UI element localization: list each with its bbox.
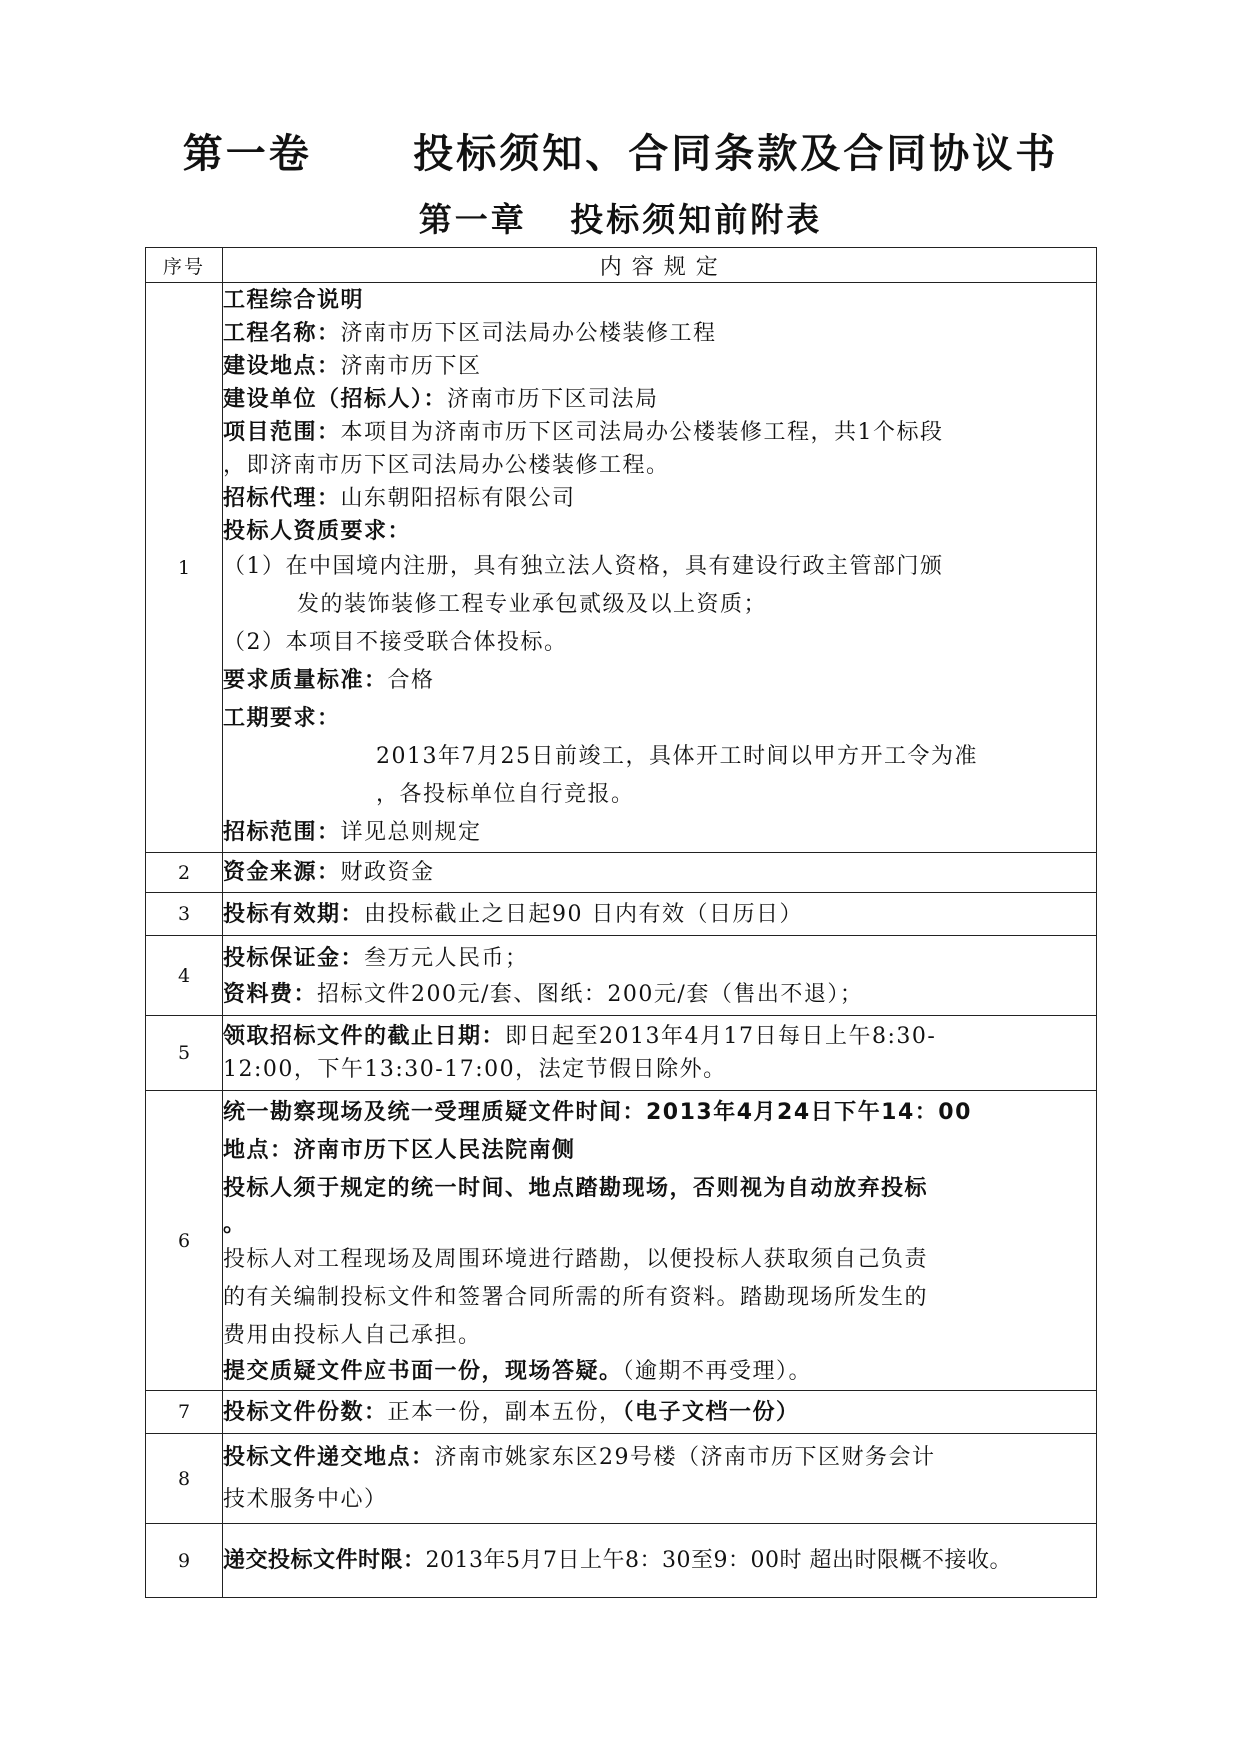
content-line: 投标人对工程现场及周围环境进行踏勘，以便投标人获取须自己负责 (223, 1246, 929, 1272)
content-line: 投标文件份数：正本一份，副本五份，（电子文档一份） (223, 1399, 800, 1425)
content-line: 的有关编制投标文件和签署合同所需的所有资料。踏勘现场所发生的 (223, 1284, 929, 1310)
content-line: 投标文件递交地点：济南市姚家东区29号楼（济南市历下区财务会计 (223, 1444, 936, 1470)
table-row (146, 1391, 1097, 1434)
content-line: 建设地点：济南市历下区 (223, 353, 482, 379)
table-header-row (146, 248, 1097, 283)
content-line: 资料费：招标文件200元/套、图纸：200元/套（售出不退）； (223, 982, 864, 1007)
row-number: 5 (146, 1016, 223, 1091)
header-content: 内 容 规 定 (223, 248, 1097, 283)
content-line: 地点：济南市历下区人民法院南侧 (223, 1137, 576, 1163)
content-line: 技术服务中心） (223, 1486, 388, 1512)
content-line: 2013年7月25日前竣工，具体开工时间以甲方开工令为准 (376, 743, 978, 769)
row-content (223, 1016, 1097, 1091)
content-line: 招标代理：山东朝阳招标有限公司 (223, 485, 576, 511)
table-row (146, 936, 1097, 1016)
content-line: 递交投标文件时限：2013年5月7日上午8：30至9：00时 超出时限概不接收。 (223, 1548, 1012, 1573)
header-num: 序号 (146, 248, 223, 283)
table-row (146, 1091, 1097, 1391)
content-line: （2）本项目不接受联合体投标。 (223, 629, 568, 655)
row-content (223, 283, 1097, 853)
content-line: 投标保证金：叁万元人民币； (223, 946, 529, 971)
row-content (223, 853, 1097, 893)
content-line: 工程名称：济南市历下区司法局办公楼装修工程 (223, 320, 717, 346)
row-content (223, 893, 1097, 936)
row-number: 2 (146, 853, 223, 893)
volume-title: 第一卷 投标须知、合同条款及合同协议书 (182, 131, 1059, 177)
table-row (146, 1434, 1097, 1524)
bid-instructions-table (145, 247, 1097, 1598)
row-number: 6 (146, 1091, 223, 1391)
content-line: ，各投标单位自行竞报。 (376, 781, 635, 807)
content-line: 资金来源：财政资金 (223, 860, 435, 885)
content-line: 要求质量标准：合格 (223, 667, 435, 693)
row-content (223, 1091, 1097, 1391)
content-line: 12:00，下午13:30-17:00，法定节假日除外。 (223, 1057, 727, 1082)
content-line: 提交质疑文件应书面一份，现场答疑。（逾期不再受理）。 (223, 1358, 813, 1384)
row-number: 3 (146, 893, 223, 936)
content-line: 建设单位（招标人）：济南市历下区司法局 (223, 386, 659, 412)
row-content (223, 1391, 1097, 1434)
table-row (146, 853, 1097, 893)
content-line: 领取招标文件的截止日期：即日起至2013年4月17日每日上午8:30- (223, 1024, 937, 1049)
content-line: 工期要求： (223, 705, 341, 731)
row-number: 8 (146, 1434, 223, 1524)
row-number: 7 (146, 1391, 223, 1434)
table-row (146, 283, 1097, 853)
row-content (223, 936, 1097, 1016)
content-line: 项目范围：本项目为济南市历下区司法局办公楼装修工程，共1个标段 (223, 419, 944, 445)
row-number: 4 (146, 936, 223, 1016)
table-row (146, 893, 1097, 936)
content-line: （1）在中国境内注册，具有独立法人资格，具有建设行政主管部门颁 (223, 553, 944, 579)
row-content (223, 1524, 1097, 1598)
content-line: 招标范围：详见总则规定 (223, 819, 482, 845)
content-line: 工程综合说明 (223, 287, 365, 313)
content-line: 投标人资质要求： (223, 518, 412, 544)
row-number: 9 (146, 1524, 223, 1598)
content-line: 。 (223, 1211, 247, 1237)
table-row (146, 1016, 1097, 1091)
row-content (223, 1434, 1097, 1524)
chapter-title: 第一章 投标须知前附表 (418, 200, 823, 239)
table-row (146, 1524, 1097, 1598)
content-line: 费用由投标人自己承担。 (223, 1322, 482, 1348)
content-line: 发的装饰装修工程专业承包贰级及以上资质； (297, 591, 768, 617)
row-number: 1 (146, 283, 223, 853)
content-line: ，即济南市历下区司法局办公楼装修工程。 (223, 452, 670, 478)
content-line: 投标人须于规定的统一时间、地点踏勘现场，否则视为自动放弃投标 (223, 1175, 929, 1201)
content-line: 统一勘察现场及统一受理质疑文件时间：2013年4月24日下午14：00 (223, 1099, 972, 1125)
content-line: 投标有效期：由投标截止之日起90 日内有效（日历日） (223, 901, 804, 927)
